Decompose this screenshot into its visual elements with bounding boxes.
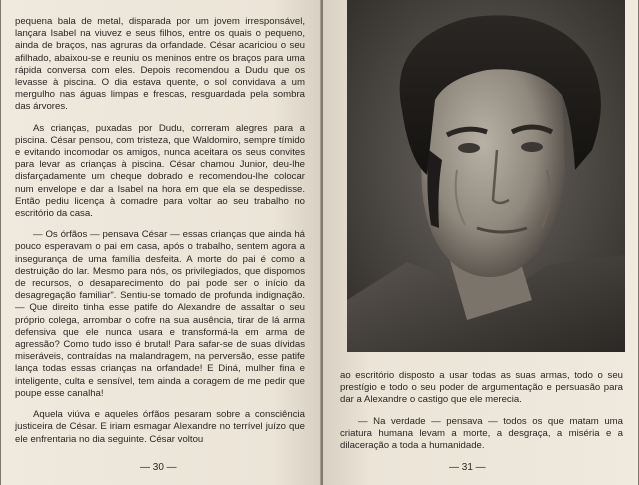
paragraph: pequena bala de metal, disparada por um jovem irresponsável, lançara Isabel na viuvez e seus filhos, entre os quais o pequeno, ainda de braços, nas agruras da orfandade. César acariciou o seu afilhado, abaixou-se e reuniu os meninos entre os braços para uma rápida conversa com eles. Depois recomendou a Dudu que os levasse à piscina. O dia estava quente, o sol convidava a um mergulho nas águas limpas e frescas, resguardada pela sombra das árvores. (15, 16, 305, 113)
paragraph: ao escritório disposto a usar todas as suas armas, todo o seu prestígio e todo o seu poder de argumentação e persuasão para dar a Alexandre o castigo que ele merecia. (340, 370, 623, 406)
page-edge (0, 0, 1, 485)
paragraph: — Os órfãos — pensava César — essas crianças que ainda há pouco esperavam o pai em casa, após o trabalho, sentem agora a insegurança de uma família desfeita. A morte do pai é como a destruição do lar. Mesmo para nós, os privilegiados, que dispomos de recursos, o desaparecimento do pai pode ser o início da desagregação familiar". Sentiu-se tomado de profunda indignação. — Que direito tinha esse patife do Alexandre de assaltar o seu próprio colega, arrombar o cofre na sua ausência, tirar de lá arma defensiva que ele nunca usara e transformá-la em arma de agressão? Como tudo isso é brutal! Para safar-se de suas dívidas miseráveis, contraídas na malandragem, na perversão, esse patife lança todas essas crianças na orfandade! E Diná, mulher fina e inteligente, culta e sensível, tem ainda a coragem de me pedir que poupe esse canalha! (15, 229, 305, 399)
page-number: — 31 — (449, 462, 486, 473)
paragraph: As crianças, puxadas por Dudu, correram alegres para a piscina. César pensou, com tristeza, que Waldomiro, sempre tímido e evitando incomodar os amigos, nunca aceitara os seus convites para levar as crianças à piscina. César chamou Junior, deu-lhe disfarçadamente um cheque dobrado e recomendou-lhe colocar num envelope e dar a Isabel na hora em que ela se despedisse. Então pediu licença à comadre para voltar ao seu trabalho no escritório da casa. (15, 122, 305, 220)
page-number: — 30 — (140, 462, 177, 473)
left-page-text (15, 16, 305, 446)
portrait-photo (347, 0, 625, 352)
portrait-image (347, 0, 625, 352)
right-page-text (340, 370, 623, 452)
paragraph: — Na verdade — pensava — todos os que matam uma criatura humana levam a morte, a desgraça, a miséria e a dilaceração a toda a humanidade. (340, 415, 623, 452)
paragraph: Aquela viúva e aqueles órfãos pesaram sobre a consciência justiceira de César. E iriam esmagar Alexandre no terrível juízo que ele enfrentaria no dia seguinte. César voltou (15, 409, 305, 445)
